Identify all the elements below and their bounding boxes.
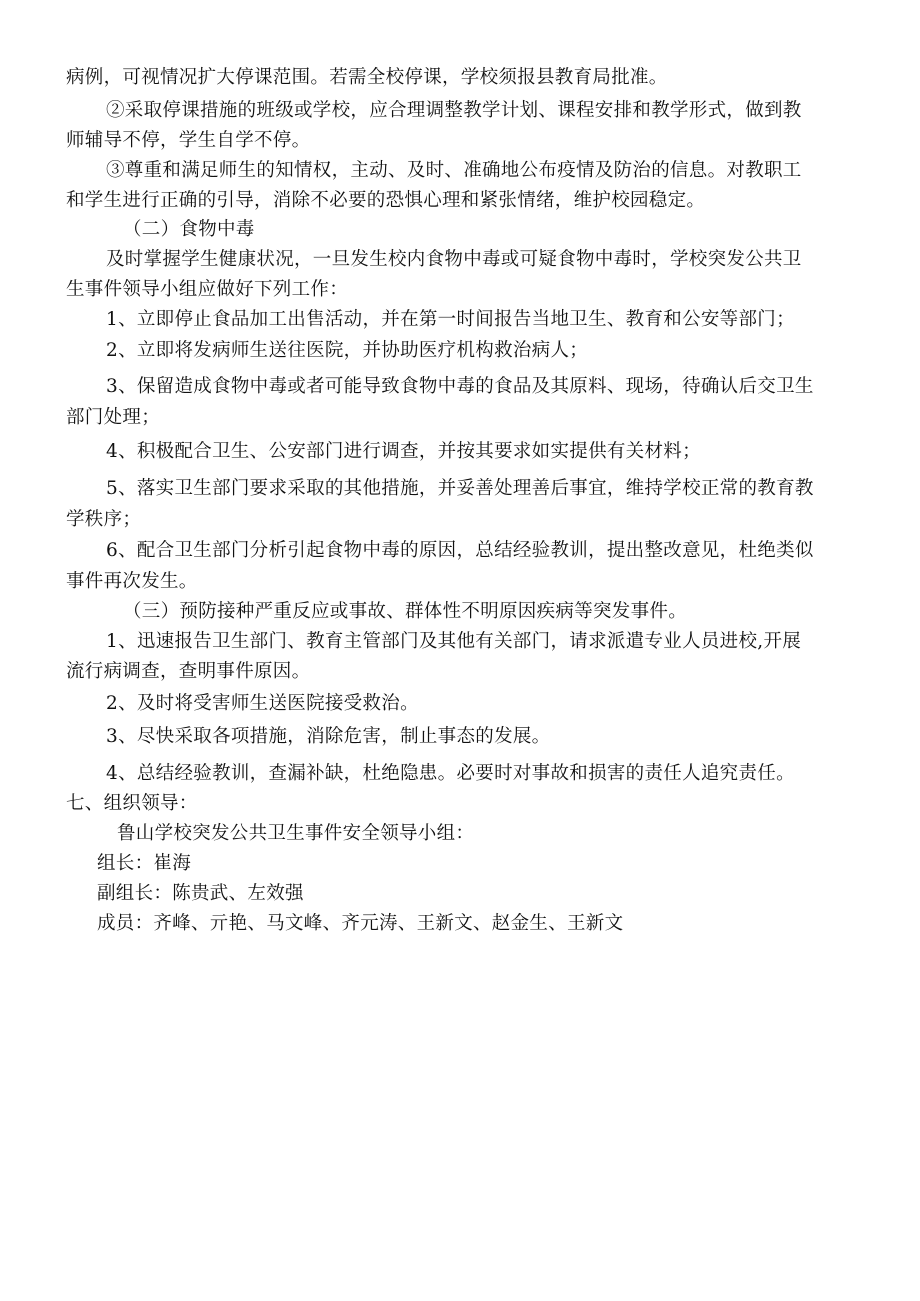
section-heading-organization: 七、组织领导： [66,793,198,814]
list-item-vacc-1: 1、迅速报告卫生部门、教育主管部门及其他有关部门，请求派遣专业人员进校,开展 [106,631,802,652]
text-line-7: 及时掌握学生健康状况，一旦发生校内食物中毒或可疑食物中毒时，学校突发公共卫 [106,249,802,270]
list-item-food-5-cont: 学秩序； [66,509,142,530]
text-line-5: 和学生进行正确的引导，消除不必要的恐惧心理和紧张情绪，维护校园稳定。 [66,190,706,211]
text-line-1: 病例，可视情况扩大停课范围。若需全校停课，学校须报县教育局批准。 [66,67,668,88]
text-line-2: ②采取停课措施的班级或学校，应合理调整教学计划、课程安排和教学形式，做到教 [106,100,802,121]
section-heading-vaccination: （三）预防接种严重反应或事故、群体性不明原因疾病等突发事件。 [123,601,688,622]
list-item-food-6: 6、配合卫生部门分析引起食物中毒的原因，总结经验教训，提出整改意见，杜绝类似 [106,540,814,561]
list-item-vacc-4: 4、总结经验教训，查漏补缺，杜绝隐患。必要时对事故和损害的责任人追究责任。 [106,763,795,784]
list-item-vacc-3: 3、尽快采取各项措施，消除危害，制止事态的发展。 [106,726,551,747]
text-line-4: ③尊重和满足师生的知情权，主动、及时、准确地公布疫情及防治的信息。对教职工 [106,160,802,181]
list-item-food-6-cont: 事件再次发生。 [66,571,198,592]
list-item-vacc-1-cont: 流行病调查，查明事件原因。 [66,661,311,682]
text-line-3: 师辅导不停，学生自学不停。 [66,130,311,151]
list-item-vacc-2: 2、及时将受害师生送医院接受救治。 [106,693,419,714]
text-line-8: 生事件领导小组应做好下列工作： [66,279,349,300]
section-heading-food-poisoning: （二）食物中毒 [123,219,255,240]
leadership-group-title: 鲁山学校突发公共卫生事件安全领导小组： [117,823,475,844]
group-members: 成员：齐峰、亓艳、马文峰、齐元涛、王新文、赵金生、王新文 [97,913,624,934]
list-item-food-2: 2、立即将发病师生送往医院，并协助医疗机构救治病人； [106,340,589,361]
group-leader: 组长：崔海 [97,853,192,874]
list-item-food-4: 4、积极配合卫生、公安部门进行调查，并按其要求如实提供有关材料； [106,441,701,462]
list-item-food-3-cont: 部门处理； [66,407,161,428]
list-item-food-5: 5、落实卫生部门要求采取的其他措施，并妥善处理善后事宜，维持学校正常的教育教 [106,478,814,499]
list-item-food-3: 3、保留造成食物中毒或者可能导致食物中毒的食品及其原料、现场，待确认后交卫生 [106,376,814,397]
deputy-group-leader: 副组长：陈贵武、左效强 [97,883,304,904]
list-item-food-1: 1、立即停止食品加工出售活动，并在第一时间报告当地卫生、教育和公安等部门； [106,309,795,330]
